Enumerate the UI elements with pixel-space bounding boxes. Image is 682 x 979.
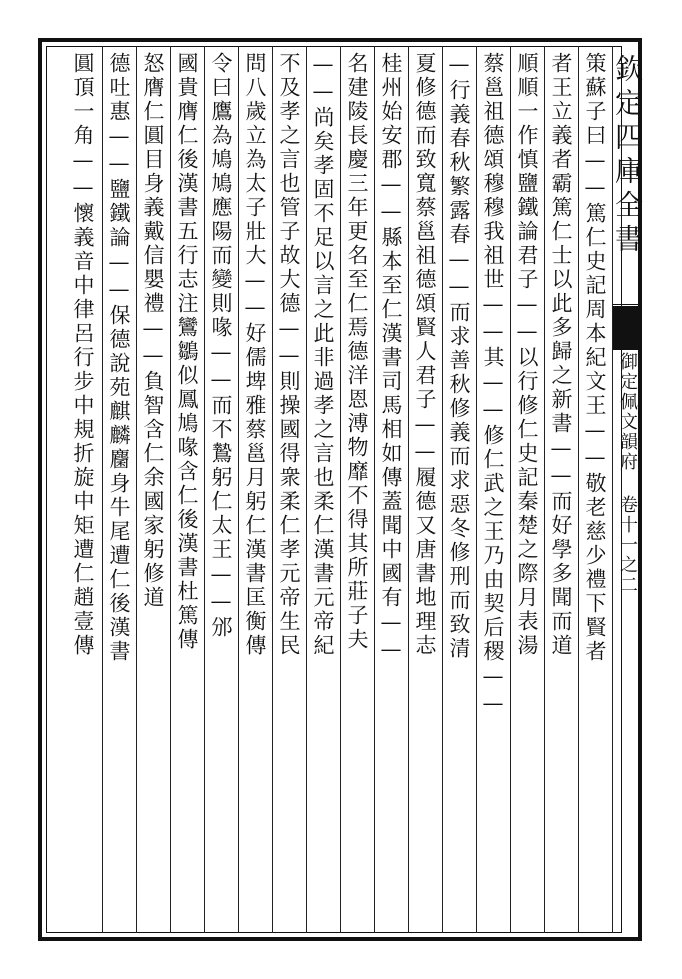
book-title: 欽定四庫全書: [611, 54, 644, 258]
column-rule: [612, 46, 613, 933]
text-column-13: 國貴膺仁後漢書五行志注鸞鶵似鳳鳩喙含仁後漢書杜篤傳: [175, 52, 199, 652]
section-title: 御定佩文韻府: [617, 352, 638, 472]
text-column-15: 德吐惠——鹽鐵論——保德說苑麒麟麕身牛尾遭仁後漢書: [107, 52, 131, 664]
volume-label: [612, 352, 642, 632]
text-column-10: 不及孝之言也管子故大德——則操國得衆柔仁孝元帝生民: [277, 52, 301, 658]
text-column-6: 夏修德而致寬蔡邕祖德頌賢人君子——履德又唐書地理志: [413, 52, 437, 658]
text-column-11: 問八歲立為太子壯大——好儒埤雅蔡邕月躬仁漢書匡衡傳: [243, 52, 267, 658]
text-column-4: 蔡邕祖德頌穆穆我祖世——其——修仁武之王乃由契后稷——: [481, 52, 505, 718]
text-column-16: 圓頂一角——懷義音中律呂行步中規折旋中矩遭仁趙壹傳: [71, 52, 95, 658]
fish-tail-mark: [612, 306, 642, 350]
volume-number: 卷十一之二: [617, 495, 638, 595]
text-column-12: 令曰鷹為鳩鳩應陽而變則喙——而不鷙躬仁太王——邠: [209, 52, 233, 640]
text-column-5: —行義春秋繁露春——而求善秋修義而求惡冬修刑而致清: [447, 52, 471, 661]
text-column-14: 怒膺仁圓目身義戴信嬰禮——負智含仁余國家躬修道: [141, 52, 165, 610]
text-column-7: 桂州始安郡——縣本至仁漢書司馬相如傳蓋聞中國有——: [379, 52, 403, 664]
text-column-8: 名建陵長慶三年更名至仁焉德洋恩溥物靡不得其所莊子夫: [345, 52, 369, 652]
margin-divider: [612, 304, 642, 305]
text-column-1: 策蘇子曰——篤仁史記周本紀文王——敬老慈少禮下賢者: [583, 52, 607, 664]
text-column-3: 順順一作慎鹽鐵論君子——以行修仁史記秦楚之際月表湯: [515, 52, 539, 658]
text-column-2: 者王立義者霸篤仁士以此多歸之新書——而好學多聞而道: [549, 52, 573, 658]
text-column-9: ——尚矣孝固不足以言之此非過孝之言也柔仁漢書元帝紀: [311, 52, 335, 658]
